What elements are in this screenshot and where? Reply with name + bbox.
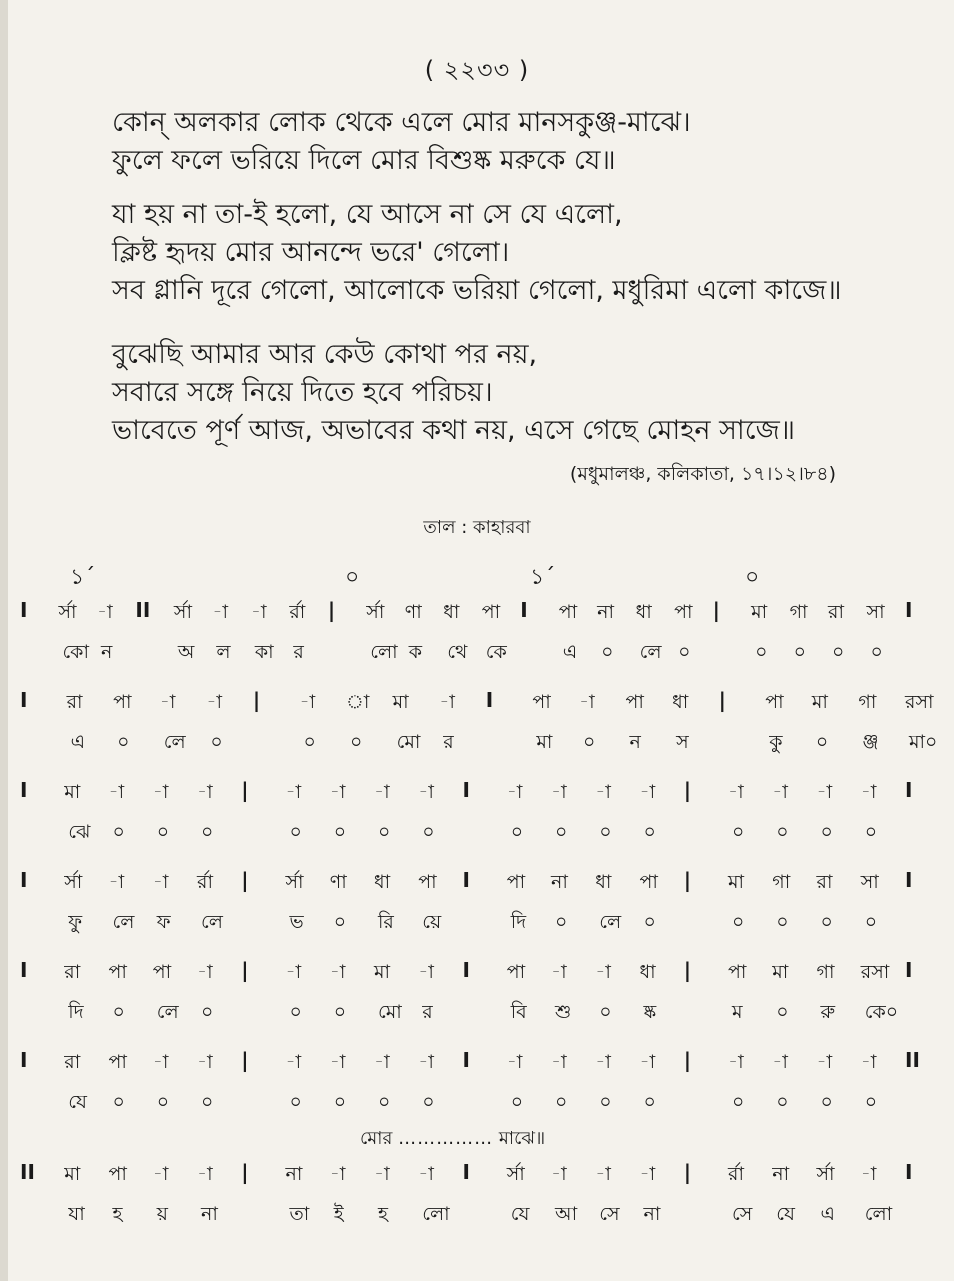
swara-note: গা [789,601,808,623]
lyric-syllable: না [643,1203,661,1225]
lyric-syllable: ০ [333,1001,347,1023]
swara-note: পা [506,871,526,893]
swara-note: পা [108,961,127,983]
swara-note: -া [374,1051,390,1073]
swara-note: -া [374,781,390,803]
lyric-syllable: ঝে [68,821,91,843]
bar-line: | [241,958,249,982]
lyric-syllable: লো [422,1203,450,1225]
swara-note: -া [595,961,611,983]
lyric-syllable: ০ [117,731,130,753]
swara-note: -া [329,961,346,983]
bar-line: | [241,1160,249,1184]
lyric-syllable: ০ [201,1001,214,1023]
bar-line: I [462,958,470,982]
swara-note: -া [772,1051,788,1073]
section-note-start: মোর [360,1128,393,1149]
swara-note: পা [625,691,644,713]
bar-line: II [135,598,151,622]
lyric-syllable: ০ [776,911,789,933]
lyric-syllable: রু [820,1001,836,1023]
tala-label: তাল : কাহারবা [423,517,531,538]
source-citation: (মধুমালঞ্চ, কলিকাতা, ১৭।১২।৮৪) [569,463,836,485]
lyric-syllable: ০ [333,911,347,933]
lyric-syllable: ০ [289,821,302,843]
lyric-syllable: ০ [732,1091,745,1113]
swara-note: া [346,691,370,713]
swara-note: -া [595,781,611,803]
bar-line: I [462,778,470,802]
swara-note: র্সা [173,601,192,623]
swara-note: -া [250,601,267,623]
swara-note: -া [329,1163,346,1185]
lyric-syllable: ল [216,641,231,663]
swara-note: সা [860,871,879,893]
bar-line: II [905,1048,920,1072]
page-number: ( ২২৩৩ ) [424,56,530,84]
swara-note: না [285,1163,303,1185]
swara-note: -া [860,781,877,803]
lyric-syllable: ০ [864,911,878,933]
lyric-syllable: ০ [201,821,214,843]
swara-note: ধা [672,691,689,713]
lyric-syllable: ০ [599,1091,612,1113]
lyric-syllable: মা [536,731,553,753]
lyric-syllable: ০ [820,911,833,933]
lyric-syllable: ০ [864,821,878,843]
swara-note: -া [860,1051,877,1073]
lyric-syllable: অ [177,641,195,663]
lyric-syllable: ০ [156,1091,170,1113]
lyric-syllable: ০ [776,1001,789,1023]
lyric-line: ভাবেতে পূর্ণ আজ, অভাবের কথা নয়, এসে গেছে মোহন সাজে॥ [112,415,796,446]
swara-note: -া [418,961,434,983]
swara-note: না [772,1163,790,1185]
swara-note: -া [152,781,169,803]
bar-line: | [683,1160,692,1184]
lyric-syllable: সে [599,1203,620,1225]
lyric-syllable: ০ [820,821,833,843]
lyric-syllable: লে [163,731,186,753]
swara-note: -া [285,961,302,983]
bar-line: I [905,958,913,982]
lyric-syllable: লে [156,1001,179,1023]
swara-note: ণা [329,871,347,893]
swara-note: -া [595,1163,611,1185]
stanza-3 [112,336,902,450]
bar-line: I [462,1160,470,1184]
lyric-syllable: লো [864,1203,893,1225]
lyric-syllable: ০ [112,1091,125,1113]
lyric-syllable: থে [447,641,468,663]
swara-note: রসা [860,961,890,983]
swara-note: পা [506,961,526,983]
swara-note: -া [728,1051,744,1073]
swara-note: মা [374,961,391,983]
swara-note: র্সা [285,871,304,893]
beat-mark: ১´ [530,565,556,590]
swara-note: -া [152,871,169,893]
swara-note: -া [285,1051,302,1073]
bar-line: I [20,1048,28,1072]
section-note [360,1124,545,1155]
lyric-syllable: ০ [832,641,845,663]
lyric-line: যা হয় না তা-ই হলো, যে আসে না সে যে এলো, [112,199,623,230]
lyric-syllable: ০ [601,641,614,663]
bar-line: I [905,778,913,802]
swara-note: ধা [635,601,652,623]
swara-note: র্সা [64,871,83,893]
bar-line: | [712,598,720,622]
lyric-syllable: ম [732,1001,743,1023]
beat-mark: ১´ [70,565,96,590]
bar-line: I [520,598,528,622]
swara-note: -া [374,1163,390,1185]
lyric-syllable: না [201,1203,218,1225]
swara-note: -া [595,1051,611,1073]
lyric-syllable: যা [68,1203,85,1225]
lyric-syllable: ০ [112,821,125,843]
swara-note: মা [64,1163,81,1185]
swara-note: -া [772,781,788,803]
swara-note: রসা [905,691,934,713]
swara-note: পা [765,691,784,713]
swara-note: র্রা [289,601,306,623]
lyric-syllable: ০ [776,1091,789,1113]
swara-note: রা [64,1051,81,1073]
swara-note: -া [285,781,302,803]
bar-line: I [20,958,28,982]
lyric-syllable: ০ [643,821,656,843]
bar-line: | [683,778,692,802]
section-note-end: মাঝে॥ [498,1128,546,1149]
swara-note: পা [152,961,172,983]
swara-note: -া [506,781,523,803]
lyric-syllable: হ [378,1203,388,1225]
lyric-syllable: যে [776,1203,795,1225]
lyric-syllable: লে [201,911,223,933]
swara-note: ণা [404,601,422,623]
lyric-syllable: কে০ [864,1001,899,1023]
lyric-syllable: কু [769,731,783,753]
lyric-syllable: ক [408,641,423,663]
swara-note: -া [728,781,744,803]
lyric-syllable: বি [510,1001,527,1023]
lyric-line: ক্লিষ্ট হৃদয় মোর আনন্দে ভরে' গেলো। [112,237,510,268]
bar-line: I [462,1048,470,1072]
lyric-syllable: লে [599,911,622,933]
swara-note: -া [816,1051,833,1073]
lyric-syllable: স [676,731,689,753]
lyric-syllable: ০ [599,1001,612,1023]
swara-note: মা [772,961,789,983]
bar-line: | [683,868,692,892]
bar-line: | [718,688,726,712]
swara-note: র্রা [728,1163,744,1185]
stanza-2 [112,196,902,310]
beat-mark: ০ [345,565,360,590]
swara-note: মা [64,781,81,803]
lyric-syllable: ফু [68,911,83,933]
lyric-syllable: ০ [289,1001,302,1023]
lyric-syllable: র [443,731,454,753]
lyric-syllable: ০ [303,731,316,753]
lyric-syllable: ০ [755,641,768,663]
swara-note: ধা [639,961,656,983]
swara-note: -া [152,1163,169,1185]
swara-note: -া [108,781,125,803]
swara-note: -া [197,1051,213,1073]
lyric-syllable: লে [639,641,662,663]
swara-note: -া [639,1051,656,1073]
swara-note: গা [858,691,877,713]
lyric-syllable: মো [396,731,421,753]
swara-note: পা [108,1051,127,1073]
lyric-syllable: ফ [156,911,171,933]
swara-note: -া [152,1051,169,1073]
bar-line: | [241,778,249,802]
lyric-syllable: দি [68,1001,84,1023]
bar-line: I [905,1160,913,1184]
swara-note: -া [639,781,656,803]
swara-note: রা [64,961,81,983]
swara-note: পা [674,601,693,623]
lyric-syllable: ০ [510,821,524,843]
swara-note: গা [816,961,835,983]
lyric-line: বুঝেছি আমার আর কেউ কোথা পর নয়, [112,339,538,370]
lyric-syllable: ০ [732,821,745,843]
lyric-syllable: মো [378,1001,402,1023]
bar-line: | [252,688,261,712]
lyric-syllable: এ [820,1203,835,1225]
lyric-syllable: ০ [289,1091,302,1113]
lyric-line: ফুলে ফলে ভরিয়ে দিলে মোর বিশুষ্ক মরুকে যে॥ [112,145,616,176]
swara-note: মা [728,871,745,893]
lyric-syllable: যে [510,1203,530,1225]
lyric-syllable: রি [378,911,394,933]
swara-note: ধা [374,871,391,893]
swara-note: র্সা [58,601,77,623]
swara-note: -া [551,781,567,803]
swara-note: পা [481,601,501,623]
bar-line: | [241,1048,249,1072]
lyric-syllable: হ [112,1203,123,1225]
lyric-syllable: ০ [815,731,829,753]
lyric-syllable: আ [555,1203,578,1225]
swara-note: -া [439,691,455,713]
swara-note: -া [506,1051,523,1073]
swara-note: র্সা [366,601,385,623]
lyric-syllable: ন [629,731,641,753]
lyric-syllable: ০ [422,821,435,843]
lyric-syllable: র [293,641,304,663]
bar-line: II [20,1160,35,1184]
swara-note: পা [418,871,437,893]
lyric-syllable: ন [100,641,113,663]
lyric-syllable: ষ্ক [643,1001,657,1023]
lyric-syllable: ০ [643,1091,656,1113]
swara-note: ধা [595,871,612,893]
swara-note: -া [299,691,316,713]
swara-note: সা [866,601,885,623]
section-note-dots: …………… [398,1128,494,1149]
bar-line: I [20,868,28,892]
lyric-syllable: ০ [793,641,806,663]
lyric-syllable: ০ [378,1091,391,1113]
beat-mark: ০ [745,565,760,590]
swara-note: -া [418,781,434,803]
lyric-syllable: ০ [333,1091,347,1113]
lyric-syllable: ০ [333,821,347,843]
bar-line: I [905,868,913,892]
swara-note: -া [108,871,125,893]
swara-note: র্সা [506,1163,525,1185]
bar-line: | [683,958,692,982]
swara-note: -া [96,601,113,623]
lyric-syllable: এ [70,731,86,753]
swara-note: -া [197,781,213,803]
swara-note: -া [197,1163,213,1185]
lyric-syllable: ০ [870,641,883,663]
swara-note: -া [418,1051,434,1073]
swara-note: -া [206,691,222,713]
lyric-syllable: যে [68,1091,87,1113]
swara-note: রা [816,871,833,893]
book-gutter [0,0,8,1281]
lyric-syllable: ০ [678,641,691,663]
swara-note: রা [66,691,83,713]
lyric-syllable: র [422,1001,433,1023]
swara-note: র্সা [816,1163,835,1185]
swara-note: পা [108,1163,127,1185]
bar-line: | [241,868,249,892]
lyric-syllable: ০ [555,911,568,933]
lyric-syllable: ০ [378,821,391,843]
lyric-syllable: ০ [555,821,568,843]
bar-line: I [462,868,470,892]
swara-note: না [597,601,615,623]
lyric-line: সব গ্লানি দূরে গেলো, আলোকে ভরিয়া গেলো, মধুরিমা এলো কাজে॥ [112,275,842,306]
swara-note: -া [639,1163,656,1185]
lyric-syllable: মা০ [909,731,938,753]
swara-note: মা [392,691,409,713]
swara-note: -া [212,601,229,623]
lyric-syllable: কা [254,641,274,663]
lyric-syllable: লো [370,641,398,663]
bar-line: | [327,598,336,622]
swara-note: -া [159,691,176,713]
bar-line: I [20,598,28,622]
lyric-syllable: য় [156,1203,168,1225]
swara-note: না [551,871,568,893]
swara-note: -া [551,961,567,983]
stanza-1 [112,104,902,180]
lyric-syllable: ০ [210,731,223,753]
swara-note: -া [197,961,213,983]
lyric-syllable: ০ [864,1091,878,1113]
lyric-syllable: কো [62,641,89,663]
bar-line: | [683,1048,692,1072]
lyric-syllable: ভ [289,911,304,933]
swara-note: পা [113,691,132,713]
swara-note: -া [578,691,595,713]
lyric-syllable: ০ [422,1091,435,1113]
swara-note: পা [532,691,551,713]
swara-note: রা [828,601,844,623]
lyric-syllable: লে [112,911,135,933]
lyric-line: সবারে সঙ্গে নিয়ে দিতে হবে পরিচয়। [112,377,493,408]
lyric-line: কোন্ অলকার লোক থেকে এলে মোর মানসকুঞ্জ-মাঝে। [112,107,691,138]
swara-note: -া [551,1163,567,1185]
lyric-syllable: ০ [555,1091,568,1113]
lyric-syllable: ০ [732,911,745,933]
lyric-syllable: তা [289,1203,310,1225]
lyric-syllable: ০ [776,821,789,843]
bar-line: I [20,688,28,712]
swara-note: পা [728,961,747,983]
swara-note: গা [772,871,791,893]
swara-note: -া [329,781,346,803]
swara-note: -া [860,1163,877,1185]
swara-note: -া [816,781,833,803]
lyric-syllable: শু [555,1001,572,1023]
lyric-syllable: এ [562,641,578,663]
lyric-syllable: ০ [643,911,656,933]
swara-note: -া [329,1051,346,1073]
lyric-syllable: ০ [582,731,596,753]
swara-note: মা [811,691,828,713]
swara-note: মা [751,601,768,623]
lyric-syllable: য়ে [422,911,442,933]
swara-note: পা [558,601,578,623]
lyric-syllable: ০ [820,1091,833,1113]
swara-note: র্রা [197,871,213,893]
swara-note: ধা [443,601,460,623]
swara-note: -া [551,1051,567,1073]
swara-note: -া [418,1163,434,1185]
lyric-syllable: ই [333,1203,344,1225]
lyric-syllable: সে [732,1203,753,1225]
lyric-syllable: কে [485,641,507,663]
lyric-syllable: ০ [201,1091,214,1113]
lyric-syllable: ০ [510,1091,524,1113]
lyric-syllable: ০ [156,821,170,843]
bar-line: I [485,688,494,712]
bar-line: I [905,598,913,622]
lyric-syllable: ঞ্জ [862,731,879,753]
swara-note: পা [639,871,658,893]
bar-line: I [20,778,28,802]
lyric-syllable: দি [510,911,527,933]
lyric-syllable: ০ [350,731,363,753]
lyric-syllable: ০ [599,821,612,843]
lyric-syllable: ০ [112,1001,125,1023]
